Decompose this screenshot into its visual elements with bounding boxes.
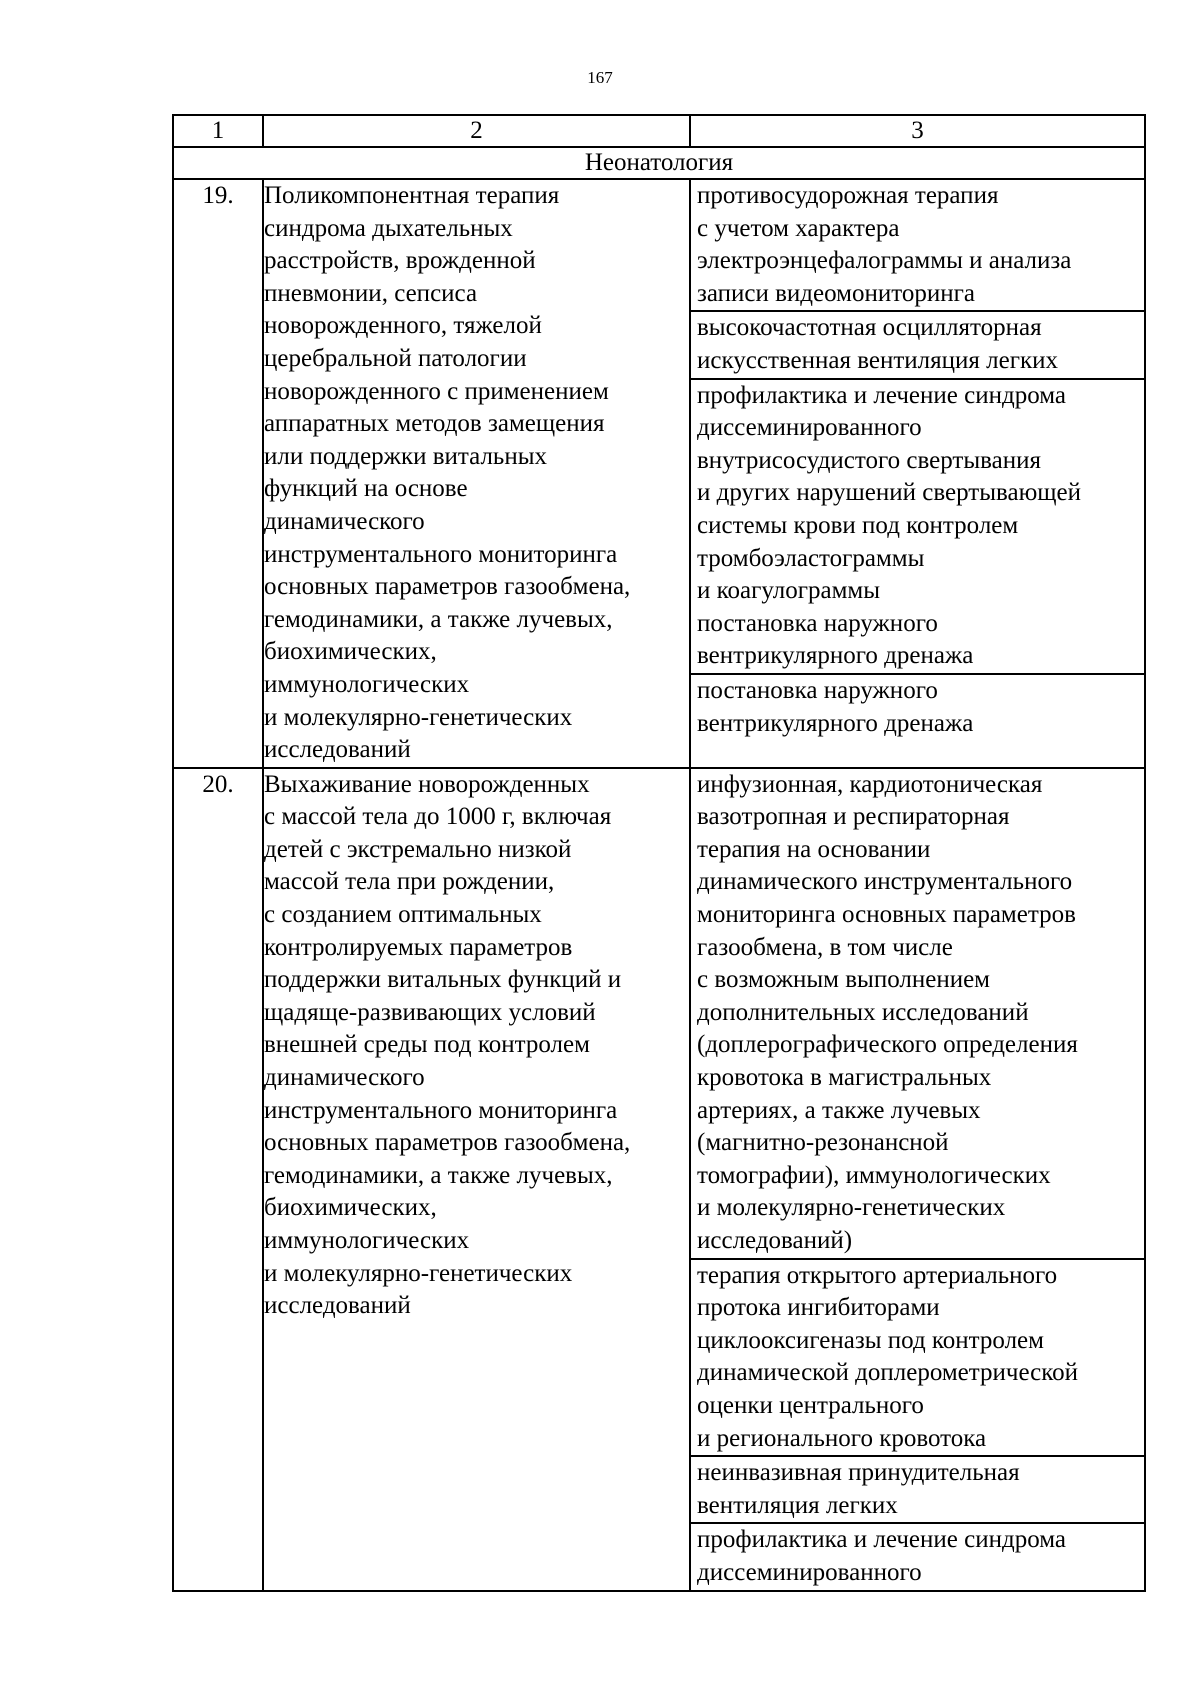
- description-line: основных параметров газообмена,: [264, 1129, 631, 1157]
- column-header-2: 2: [263, 115, 690, 147]
- table-row: [173, 179, 1145, 768]
- description-line: контролируемых параметров: [264, 933, 573, 961]
- method-line: высокочастотная осцилляторная: [697, 314, 1042, 342]
- method-line: вентиляция легких: [697, 1491, 898, 1519]
- method-line: и молекулярно-генетических: [697, 1194, 1006, 1222]
- method-block: [691, 675, 1144, 740]
- description-line: расстройств, врожденной: [264, 247, 536, 275]
- method-line: томографии), иммунологических: [697, 1161, 1051, 1189]
- row-description: [263, 768, 690, 1591]
- method-block: [691, 380, 1144, 675]
- description-line: аппаратных методов замещения: [264, 410, 605, 438]
- method-line: артериях, а также лучевых: [697, 1096, 981, 1124]
- method-line: диссеминированного: [697, 414, 922, 442]
- row-number: 20.: [173, 768, 263, 1591]
- method-line: электроэнцефалограммы и анализа: [697, 247, 1072, 275]
- row-methods: [690, 179, 1145, 768]
- description-line: биохимических,: [264, 1194, 437, 1222]
- method-line: газообмена, в том числе: [697, 933, 953, 961]
- method-line: противосудорожная терапия: [697, 182, 999, 209]
- description-line: функций на основе: [264, 475, 468, 503]
- section-title: Неонатология: [173, 147, 1145, 179]
- description-line: исследований: [264, 736, 411, 764]
- method-line: и регионального кровотока: [697, 1424, 987, 1452]
- method-line: вентрикулярного дренажа: [697, 642, 974, 670]
- method-block: [691, 1524, 1144, 1589]
- description-line: новорожденного с применением: [264, 377, 609, 405]
- table-header-row: [173, 115, 1145, 147]
- method-line: системы крови под контролем: [697, 511, 1019, 539]
- description-line: биохимических,: [264, 638, 437, 666]
- page-number: 167: [587, 68, 613, 87]
- method-line: динамического инструментального: [697, 868, 1073, 896]
- method-block: [691, 769, 1144, 1260]
- method-line: динамической доплерометрической: [697, 1359, 1079, 1387]
- description-line: новорожденного, тяжелой: [264, 312, 542, 340]
- description-line: гемодинамики, а также лучевых,: [264, 1161, 613, 1189]
- method-line: (магнитно-резонансной: [697, 1129, 949, 1157]
- description-line: Поликомпонентная терапия: [264, 182, 560, 209]
- method-line: вентрикулярного дренажа: [697, 709, 974, 737]
- method-line: (доплерографического определения: [697, 1031, 1078, 1059]
- description-line: динамического: [264, 507, 425, 535]
- description-line: с созданием оптимальных: [264, 901, 542, 929]
- description-line: церебральной патологии: [264, 344, 527, 372]
- method-line: диссеминированного: [697, 1558, 922, 1586]
- description-line: или поддержки витальных: [264, 442, 548, 470]
- method-line: терапия открытого артериального: [697, 1261, 1058, 1289]
- method-line: искусственная вентиляция легких: [697, 346, 1059, 374]
- method-line: записи видеомониторинга: [697, 279, 975, 307]
- method-line: с возможным выполнением: [697, 966, 990, 994]
- method-line: вазотропная и респираторная: [697, 803, 1010, 831]
- method-line: с учетом характера: [697, 214, 900, 242]
- row-description: [263, 179, 690, 768]
- method-line: постановка наружного: [697, 609, 938, 637]
- description-line: исследований: [264, 1292, 411, 1320]
- method-line: неинвазивная принудительная: [697, 1459, 1020, 1487]
- description-line: щадяще-развивающих условий: [264, 998, 596, 1026]
- description-line: иммунологических: [264, 670, 470, 698]
- method-line: протока ингибиторами: [697, 1294, 940, 1322]
- method-line: исследований): [697, 1227, 853, 1254]
- method-block: [691, 1457, 1144, 1524]
- method-block: [691, 312, 1144, 379]
- method-line: профилактика и лечение синдрома: [697, 381, 1066, 409]
- column-header-3: 3: [690, 115, 1145, 147]
- method-line: и других нарушений свертывающей: [697, 479, 1081, 507]
- column-header-1: 1: [173, 115, 263, 147]
- row-methods: [690, 768, 1145, 1591]
- method-line: профилактика и лечение синдрома: [697, 1526, 1066, 1554]
- description-line: основных параметров газообмена,: [264, 573, 631, 601]
- method-block: [691, 180, 1144, 312]
- method-line: дополнительных исследований: [697, 998, 1029, 1026]
- description-line: иммунологических: [264, 1227, 470, 1254]
- description-line: пневмонии, сепсиса: [264, 279, 478, 307]
- method-line: инфузионная, кардиотоническая: [697, 770, 1043, 798]
- method-line: постановка наружного: [697, 676, 938, 704]
- description-line: детей с экстремально низкой: [264, 835, 572, 863]
- description-line: с массой тела до 1000 г, включая: [264, 803, 612, 831]
- method-line: внутрисосудистого свертывания: [697, 446, 1041, 474]
- method-block: [691, 1260, 1144, 1458]
- description-line: поддержки витальных функций и: [264, 966, 622, 994]
- method-line: и коагулограммы: [697, 577, 881, 605]
- method-line: циклооксигеназы под контролем: [697, 1326, 1044, 1354]
- table-row: [173, 768, 1145, 1591]
- method-line: кровотока в магистральных: [697, 1064, 992, 1092]
- section-row: [173, 147, 1145, 179]
- description-line: внешней среды под контролем: [264, 1031, 590, 1059]
- description-line: инструментального мониторинга: [264, 540, 618, 568]
- description-line: инструментального мониторинга: [264, 1096, 618, 1124]
- description-line: динамического: [264, 1064, 425, 1092]
- method-line: мониторинга основных параметров: [697, 901, 1076, 929]
- description-line: и молекулярно-генетических: [264, 703, 573, 731]
- method-line: оценки центрального: [697, 1391, 924, 1419]
- row-number: 19.: [173, 179, 263, 768]
- method-line: терапия на основании: [697, 835, 931, 863]
- description-line: Выхаживание новорожденных: [264, 770, 590, 798]
- services-table: [172, 114, 1146, 1592]
- description-line: синдрома дыхательных: [264, 214, 513, 242]
- description-line: гемодинамики, а также лучевых,: [264, 605, 613, 633]
- description-line: и молекулярно-генетических: [264, 1259, 573, 1287]
- method-line: тромбоэластограммы: [697, 544, 925, 572]
- description-line: массой тела при рождении,: [264, 868, 555, 896]
